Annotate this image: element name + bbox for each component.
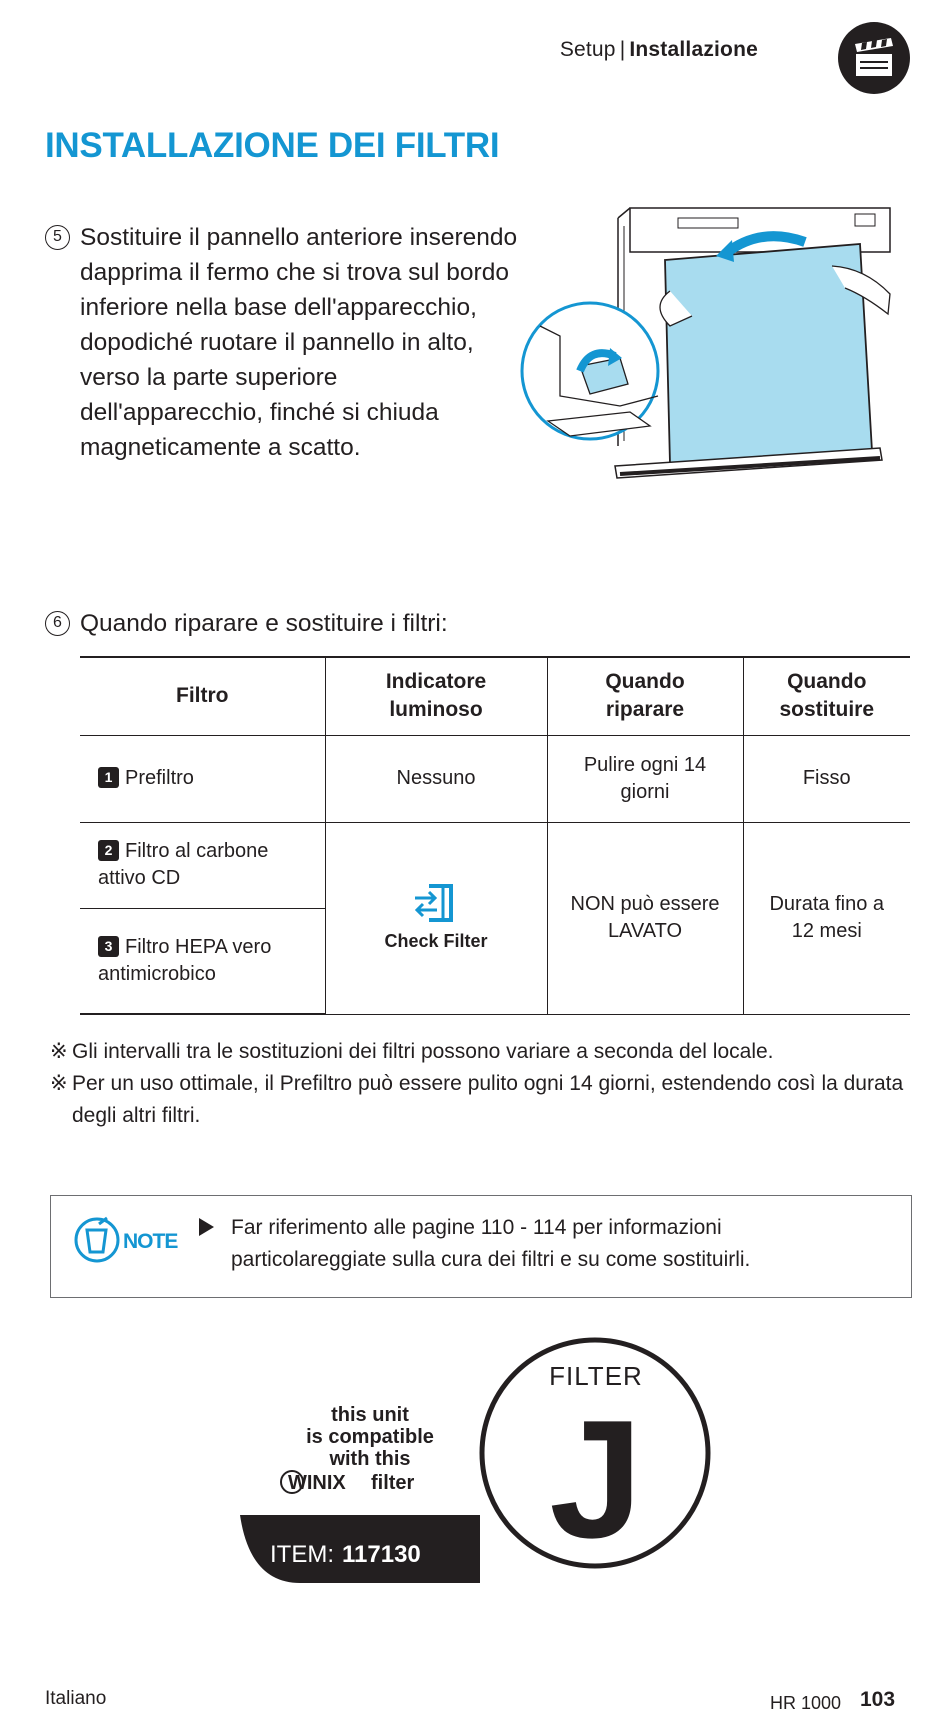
table-row <box>80 822 910 908</box>
filter-number-badge: 2 <box>98 840 119 861</box>
breadcrumb <box>560 38 758 62</box>
footnote <box>50 1068 910 1132</box>
clean-cell: Pulire ogni 14 giorni <box>547 735 743 822</box>
breadcrumb-subsection: Installazione <box>629 38 758 61</box>
step-5 <box>45 220 518 470</box>
indicator-cell: Nessuno <box>325 735 547 822</box>
filter-cell <box>80 735 325 822</box>
step-text: Sostituire il pannello anteriore inserendo dapprima il fermo che si trova sul bordo inferiore nella base dell'apparecchio, dopodiché ruotare il pannello in alto, verso la parte superiore dell'apparecchio, finché si chiuda magneticamente a scatto. <box>80 224 518 461</box>
footnote <box>50 1036 910 1068</box>
compat-line-1: this unit <box>331 1404 409 1426</box>
step-6 <box>45 606 645 646</box>
filter-name: Filtro HEPA vero antimicrobico <box>98 935 272 985</box>
step-number: 6 <box>45 611 70 636</box>
note-label: NOTE <box>123 1230 178 1253</box>
filter-number-badge: 3 <box>98 936 119 957</box>
breadcrumb-separator: | <box>619 38 626 61</box>
column-header-replace: Quando sostituire <box>743 657 910 735</box>
footnote-mark: ※ <box>50 1072 68 1095</box>
clean-cell: NON può essere LAVATO <box>547 822 743 1014</box>
compat-line-2: is compatible <box>306 1426 434 1448</box>
filter-cell <box>80 822 325 908</box>
filter-letter: J <box>549 1385 643 1573</box>
note-icon <box>73 1214 183 1266</box>
footnote-mark: ※ <box>50 1040 68 1063</box>
filter-maintenance-table <box>80 656 910 1015</box>
breadcrumb-section: Setup <box>559 38 616 61</box>
replace-cell: Durata fino a 12 mesi <box>743 822 910 1014</box>
column-header-filter: Filtro <box>80 657 325 735</box>
footer-language: Italiano <box>45 1688 107 1709</box>
page-title: INSTALLAZIONE DEI FILTRI <box>45 126 500 165</box>
check-filter-label: Check Filter <box>384 930 488 951</box>
column-header-clean: Quando riparare <box>547 657 743 735</box>
filter-label: FILTER <box>549 1361 643 1391</box>
footer-model: HR 1000 <box>770 1693 842 1713</box>
winix-brand: WINIX <box>288 1472 346 1494</box>
filter-name: Prefiltro <box>125 767 194 789</box>
filter-name: Filtro al carbone attivo CD <box>98 840 269 889</box>
note-text: Far riferimento alle pagine 110 - 114 per informazioni particolareggiate sulla cura dei filtri e su come sostituirli. <box>231 1216 751 1271</box>
winix-filter-compatibility-badge <box>240 1335 720 1583</box>
replace-cell: Fisso <box>743 735 910 822</box>
bullet-triangle-icon <box>199 1218 214 1236</box>
step-text: Quando riparare e sostituire i filtri: <box>80 610 448 637</box>
note-box <box>50 1195 912 1298</box>
table-header-row <box>80 657 910 735</box>
compat-line-4: filter <box>371 1472 415 1494</box>
compat-line-3: with this <box>329 1448 411 1470</box>
page-number: 103 <box>860 1688 896 1711</box>
filter-cell <box>80 908 325 1014</box>
footnotes <box>50 1036 910 1132</box>
column-header-indicator: Indicatore luminoso <box>325 657 547 735</box>
filter-number-badge: 1 <box>98 767 119 788</box>
clapperboard-icon <box>838 22 910 94</box>
step-number: 5 <box>45 225 70 250</box>
check-filter-icon <box>413 882 459 924</box>
footnote-text: Gli intervalli tra le sostituzioni dei filtri possono variare a seconda del locale. <box>72 1040 774 1063</box>
table-row <box>80 735 910 822</box>
footnote-text: Per un uso ottimale, il Prefiltro può essere pulito ogni 14 giorni, estendendo così la durata degli altri filtri. <box>72 1072 904 1127</box>
front-panel-installation-illustration <box>520 196 910 496</box>
indicator-cell <box>325 822 547 1014</box>
item-number: 117130 <box>342 1541 421 1568</box>
item-label: ITEM: <box>270 1541 334 1568</box>
